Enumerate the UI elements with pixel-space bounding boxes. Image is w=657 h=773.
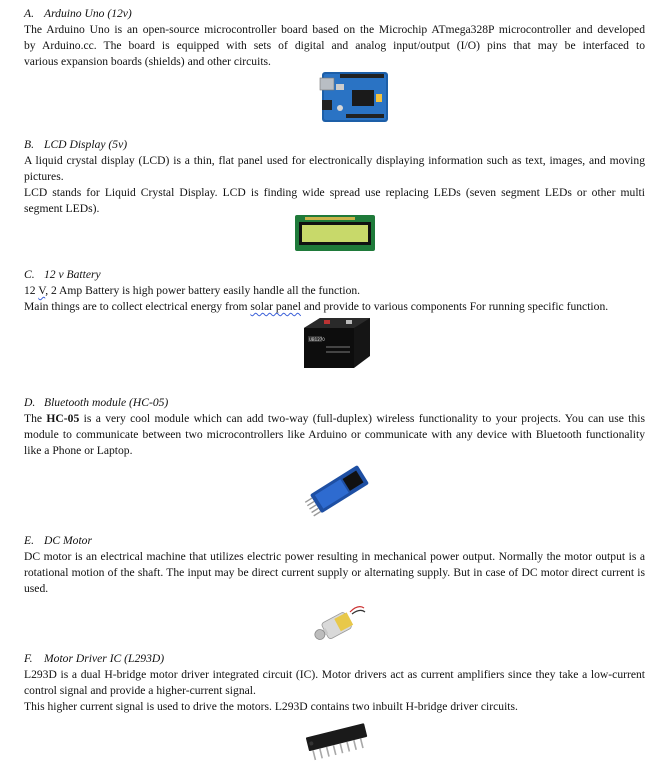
section-letter: A. bbox=[24, 7, 34, 20]
battery-image bbox=[300, 314, 374, 375]
paragraph-line: various expansion boards (shields) and other circuits. bbox=[24, 55, 271, 68]
paragraph-line: DC motor is an electrical machine that utilizes electric power resulting in mechanical power output. Normally the motor output is a bbox=[24, 550, 645, 563]
section-paragraph bbox=[24, 411, 645, 459]
paragraph-line: module to communicate between two microcontrollers like Arduino or communicate with any device with Bluetooth functionality bbox=[24, 428, 645, 441]
section-title: Arduino Uno (12v) bbox=[44, 7, 132, 20]
section-paragraph bbox=[24, 549, 645, 597]
section-title: Motor Driver IC (L293D) bbox=[44, 652, 165, 665]
l293d-chip-image bbox=[300, 718, 376, 773]
section-bluetooth bbox=[24, 395, 645, 459]
paragraph-line: like a Phone or Laptop. bbox=[24, 444, 133, 457]
paragraph-line bbox=[24, 283, 645, 299]
paragraph-line: rotational motion of the shaft. The input may be direct current supply or alternating supply. But in case of DC motor direct current is bbox=[24, 566, 645, 579]
paragraph-line: used. bbox=[24, 582, 49, 595]
text-run: 12 bbox=[24, 284, 39, 297]
text-run: and provide to various components For running specific function. bbox=[300, 300, 609, 313]
section-letter: E. bbox=[24, 534, 34, 547]
section-heading bbox=[24, 6, 645, 22]
arduino-uno-image bbox=[316, 70, 392, 129]
text-run: , 2 Amp Battery is high power battery easily handle all the function. bbox=[45, 284, 361, 297]
paragraph-line bbox=[24, 411, 645, 427]
paragraph-line: L293D is a dual H-bridge motor driver integrated circuit (IC). Motor drivers act as current amplifiers since they take a low-current bbox=[24, 668, 645, 681]
paragraph-line: LCD stands for Liquid Crystal Display. LCD is finding wide spread use replacing LEDs (seven segment LEDs or other multi bbox=[24, 186, 645, 199]
section-letter: B. bbox=[24, 138, 34, 151]
section-paragraph bbox=[24, 22, 645, 70]
text-run: is a very cool module which can add two-way (full-duplex) wireless functionality to your projects. You can use this bbox=[79, 412, 645, 425]
spellcheck-mark: solar panel bbox=[250, 300, 301, 313]
bluetooth-module-image bbox=[302, 460, 378, 525]
section-paragraph bbox=[24, 283, 645, 315]
section-title: LCD Display (5v) bbox=[44, 138, 128, 151]
section-heading bbox=[24, 395, 645, 411]
section-dc-motor bbox=[24, 533, 645, 597]
section-battery bbox=[24, 267, 645, 315]
section-letter: F. bbox=[24, 652, 33, 665]
paragraph-line: A liquid crystal display (LCD) is a thin, flat panel used for electronically displaying information such as text, images, and moving bbox=[24, 154, 645, 167]
paragraph-line: by Arduino.cc. The board is equipped with sets of digital and analog input/output (I/O) pins that may be interfaced to bbox=[24, 39, 645, 52]
paragraph-line: This higher current signal is used to drive the motors. L293D contains two inbuilt H-bridge driver circuits. bbox=[24, 700, 518, 713]
paragraph-line: segment LEDs). bbox=[24, 202, 100, 215]
text-run: Main things are to collect electrical energy from bbox=[24, 300, 251, 313]
battery-label: UB1270 bbox=[309, 337, 325, 342]
section-arduino bbox=[24, 6, 645, 70]
lcd-display-image bbox=[295, 215, 375, 256]
section-paragraph bbox=[24, 153, 645, 217]
paragraph-line bbox=[24, 299, 645, 315]
section-heading bbox=[24, 651, 645, 667]
section-title: Bluetooth module (HC-05) bbox=[44, 396, 169, 409]
section-letter: D. bbox=[24, 396, 36, 409]
paragraph-line: pictures. bbox=[24, 170, 64, 183]
dc-motor-image bbox=[310, 600, 366, 657]
spellcheck-mark: V bbox=[38, 284, 46, 297]
section-motor-driver bbox=[24, 651, 645, 715]
section-heading bbox=[24, 137, 645, 153]
paragraph-line: control signal and provide a higher-current signal. bbox=[24, 684, 256, 697]
section-title: DC Motor bbox=[44, 534, 92, 547]
text-run-bold: HC-05 bbox=[46, 412, 80, 425]
section-heading bbox=[24, 267, 645, 283]
section-title: 12 v Battery bbox=[44, 268, 101, 281]
section-letter: C. bbox=[24, 268, 35, 281]
paragraph-line: The Arduino Uno is an open-source microcontroller board based on the Microchip ATmega328P microcontroller and developed bbox=[24, 23, 645, 36]
section-heading bbox=[24, 533, 645, 549]
text-run: The bbox=[24, 412, 47, 425]
section-paragraph bbox=[24, 667, 645, 715]
section-lcd bbox=[24, 137, 645, 217]
